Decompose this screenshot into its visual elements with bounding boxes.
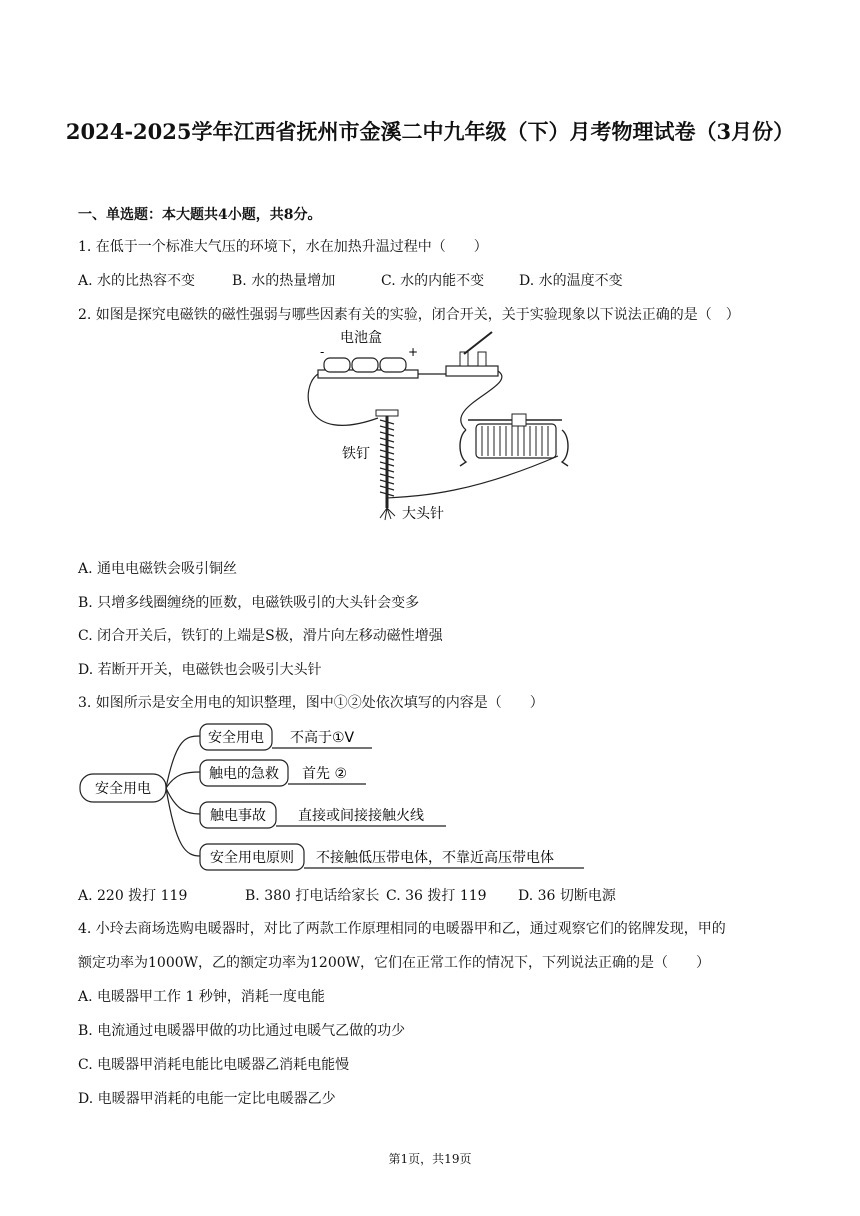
page-footer: 第1页，共19页 <box>388 1152 472 1166</box>
q3-option-d: D. 36 切断电源 <box>518 888 616 904</box>
mindmap-node-2: 触电的急救 <box>209 766 279 782</box>
q3-option-b: B. 380 打电话给家长 <box>245 888 380 904</box>
q2-option-c: C. 闭合开关后，铁钉的上端是S极，滑片向左移动磁性增强 <box>78 628 443 644</box>
q4-option-c: C. 电暖器甲消耗电能比电暖器乙消耗电能慢 <box>78 1057 350 1073</box>
question-2-stem: 2. 如图是探究电磁铁的磁性强弱与哪些因素有关的实验，闭合开关，关于实验现象以下说法正确的是（ ） <box>78 307 740 323</box>
electromagnet-figure <box>300 326 580 526</box>
nail-head <box>376 410 398 416</box>
q4-option-b: B. 电流通过电暖器甲做的功比通过电暖气乙做的功少 <box>78 1023 406 1039</box>
mindmap-text-1: 不高于①V <box>290 730 355 746</box>
mindmap-text-2: 首先 ② <box>302 766 348 782</box>
pins-label: 大头针 <box>402 506 444 522</box>
q2-option-b: B. 只增多线圈缠绕的匝数，电磁铁吸引的大头针会变多 <box>78 595 420 611</box>
mindmap-text-3: 直接或间接接触火线 <box>298 808 424 824</box>
switch-base <box>446 366 498 376</box>
safety-mindmap <box>76 718 596 874</box>
q1-option-d: D. 水的温度不变 <box>519 273 623 289</box>
nail-label: 铁钉 <box>342 446 370 462</box>
mindmap-root-label: 安全用电 <box>95 781 151 797</box>
mindmap-node-4: 安全用电原则 <box>210 850 294 866</box>
q1-option-c: C. 水的内能不变 <box>381 273 485 289</box>
mindmap-node-3: 触电事故 <box>210 808 266 824</box>
question-4-stem-line-1: 4. 小玲去商场选购电暖器时，对比了两款工作原理相同的电暖器甲和乙，通过观察它们的铭牌发现，甲的 <box>78 921 726 937</box>
q4-option-d: D. 电暖器甲消耗的电能一定比电暖器乙少 <box>78 1091 336 1107</box>
battery-box-label: 电池盒 <box>340 330 382 346</box>
q3-option-a: A. 220 拨打 119 <box>78 888 188 904</box>
q2-option-d: D. 若断开开关，电磁铁也会吸引大头针 <box>78 662 322 678</box>
q1-option-a: A. 水的比热容不变 <box>78 273 196 289</box>
exam-title: 2024-2025学年江西省抚州市金溪二中九年级（下）月考物理试卷（3月份） <box>65 119 795 144</box>
mindmap-node-1: 安全用电 <box>208 730 264 746</box>
question-1-stem: 1. 在低于一个标准大气压的环境下，水在加热升温过程中（ ） <box>78 239 488 255</box>
question-4-stem-line-2: 额定功率为1000W，乙的额定功率为1200W，它们在正常工作的情况下，下列说法正确的是（ ） <box>78 955 711 971</box>
battery-minus: - <box>320 345 325 359</box>
mindmap-text-4: 不接触低压带电体，不靠近高压带电体 <box>316 850 554 866</box>
battery-plus: + <box>408 345 419 359</box>
q3-option-c: C. 36 拨打 119 <box>386 888 487 904</box>
section-heading: 一、单选题：本大题共4小题，共8分。 <box>78 207 322 223</box>
question-3-stem: 3. 如图所示是安全用电的知识整理，图中①②处依次填写的内容是（ ） <box>78 695 544 711</box>
q1-option-b: B. 水的热量增加 <box>232 273 336 289</box>
q2-option-a: A. 通电电磁铁会吸引铜丝 <box>78 561 238 577</box>
q4-option-a: A. 电暖器甲工作 1 秒钟，消耗一度电能 <box>78 989 325 1005</box>
